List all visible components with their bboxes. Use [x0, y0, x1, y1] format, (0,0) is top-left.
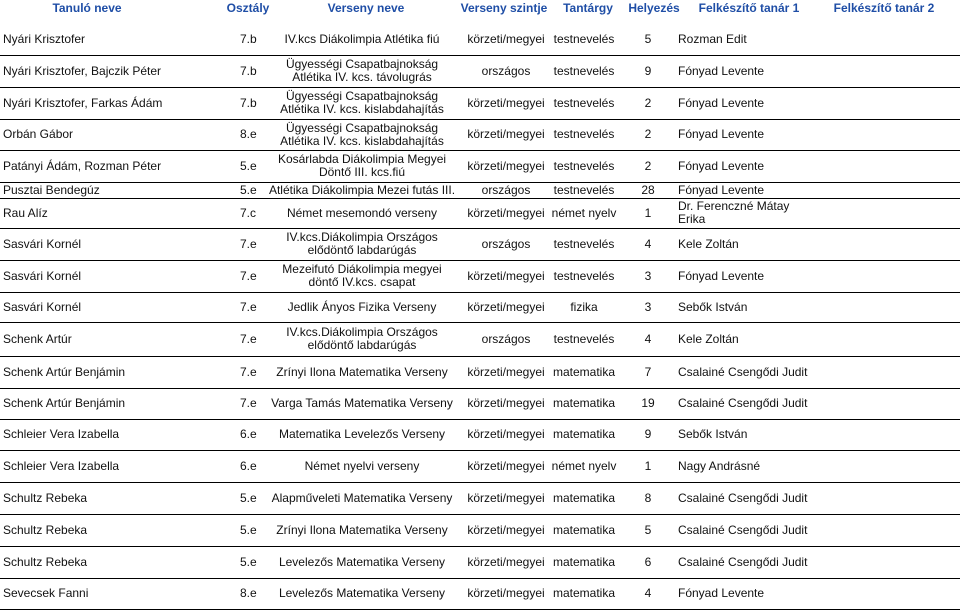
cell-subject: testnevelés	[553, 158, 615, 173]
cell-competition-line: Döntő III. kcs.fiú	[318, 165, 406, 179]
cell-competition-line: elődöntő labdarúgás	[307, 338, 417, 352]
table-row	[0, 119, 960, 151]
cell-placement: 19	[641, 396, 655, 410]
cell-teacher-1	[678, 198, 848, 228]
cell-student-name: Patányi Ádám, Rozman Péter	[3, 158, 162, 173]
cell-level: országos	[481, 236, 531, 251]
cell-student-name: Pusztai Bendegúz	[3, 182, 100, 197]
cell-level: körzeti/megyei	[467, 458, 545, 473]
cell-competition	[262, 198, 462, 228]
table-row	[0, 546, 960, 579]
cell-placement: 8	[644, 490, 652, 505]
table-header	[0, 0, 960, 16]
cell-teacher-1-line: Sebők István	[678, 299, 748, 314]
header-teacher-2: Felkészítő tanár 2	[833, 1, 935, 15]
cell-class: 7.e	[240, 331, 257, 346]
cell-subject: német nyelv	[551, 458, 617, 473]
table-row	[0, 87, 960, 120]
cell-level: körzeti/megyei	[467, 554, 545, 569]
cell-class: 5.e	[240, 554, 257, 569]
cell-competition	[262, 322, 462, 356]
cell-competition-line: IV.kcs.Diákolimpia Országos	[286, 325, 438, 339]
cell-level: országos	[481, 182, 531, 197]
cell-teacher-1-line: Csalainé Csengődi Judit	[678, 396, 808, 410]
cell-teacher-1	[678, 482, 848, 514]
cell-student-name: Orbán Gábor	[3, 127, 74, 141]
cell-level: körzeti/megyei	[467, 127, 545, 141]
cell-competition-line: Atlétika IV. kcs. távolugrás	[292, 70, 432, 84]
cell-placement: 5	[644, 32, 652, 46]
cell-subject: matematika	[552, 490, 616, 505]
cell-student-name: Sasvári Kornél	[3, 299, 82, 314]
cell-competition-line: Jedlik Ányos Fizika Verseny	[287, 299, 437, 314]
header-level: Verseny szintje	[460, 1, 548, 15]
cell-subject: testnevelés	[553, 32, 615, 46]
table-row	[0, 198, 960, 229]
cell-competition	[262, 578, 462, 609]
cell-teacher-1-line: Erika	[678, 212, 706, 226]
cell-student-name: Nyári Krisztofer, Bajczik Péter	[3, 63, 162, 78]
cell-teacher-1-line: Fónyad Levente	[678, 586, 765, 600]
cell-teacher-1	[678, 119, 848, 150]
cell-teacher-1-line: Csalainé Csengődi Judit	[678, 490, 808, 505]
cell-teacher-1	[678, 578, 848, 609]
table-row	[0, 292, 960, 323]
cell-subject: testnevelés	[553, 331, 615, 346]
cell-level: körzeti/megyei	[467, 586, 545, 600]
cell-placement: 1	[644, 205, 652, 220]
cell-subject: testnevelés	[553, 63, 615, 78]
cell-teacher-1-line: Fónyad Levente	[678, 268, 765, 283]
cell-competition	[262, 514, 462, 546]
cell-level: körzeti/megyei	[467, 396, 545, 410]
cell-placement: 7	[644, 364, 652, 379]
cell-student-name: Schultz Rebeka	[3, 522, 88, 537]
table-row	[0, 55, 960, 88]
cell-teacher-1-line: Sebők István	[678, 427, 748, 441]
cell-teacher-1	[678, 150, 848, 182]
cell-level: körzeti/megyei	[467, 490, 545, 505]
table-row	[0, 578, 960, 610]
cell-teacher-1-line: Fónyad Levente	[678, 63, 765, 78]
cell-competition-line: Atlétika IV. kcs. kislabdahajítás	[280, 133, 444, 148]
cell-class: 7.e	[240, 364, 257, 379]
cell-student-name: Sasvári Kornél	[3, 236, 82, 251]
cell-competition-line: Levelezős Matematika Verseny	[278, 554, 446, 569]
cell-student-name: Schenk Artúr Benjámin	[3, 396, 126, 410]
cell-subject: matematika	[552, 364, 616, 379]
cell-student-name: Nyári Krisztofer, Farkas Ádám	[3, 95, 163, 110]
cell-student-name: Schultz Rebeka	[3, 554, 88, 569]
cell-competition	[262, 388, 462, 419]
cell-subject: testnevelés	[553, 236, 615, 251]
cell-teacher-1-line: Csalainé Csengődi Judit	[678, 554, 808, 569]
cell-subject: matematika	[552, 427, 616, 441]
cell-competition-line: Német mesemondó verseny	[286, 205, 438, 220]
cell-class: 7.e	[240, 396, 257, 410]
cell-level: körzeti/megyei	[467, 95, 545, 110]
cell-teacher-1	[678, 55, 848, 87]
cell-placement: 3	[644, 299, 652, 314]
table-row	[0, 322, 960, 357]
cell-student-name: Sasvári Kornél	[3, 268, 82, 283]
cell-teacher-1-line: Fónyad Levente	[678, 95, 765, 110]
cell-teacher-1-line: Fónyad Levente	[678, 182, 765, 197]
cell-competition-line: Zrínyi Ilona Matematika Verseny	[276, 522, 448, 537]
cell-teacher-1-line: Rozman Edit	[678, 32, 747, 46]
cell-teacher-1	[678, 260, 848, 292]
cell-level: körzeti/megyei	[467, 299, 545, 314]
table-row	[0, 150, 960, 183]
cell-placement: 28	[641, 182, 655, 197]
cell-placement: 4	[644, 331, 652, 346]
cell-competition	[262, 482, 462, 514]
cell-class: 7.c	[240, 205, 257, 220]
cell-competition-line: Atlétika IV. kcs. kislabdahajítás	[280, 102, 444, 116]
cell-teacher-1	[678, 87, 848, 119]
cell-teacher-1-line: Fónyad Levente	[678, 158, 765, 173]
cell-class: 6.e	[240, 427, 257, 441]
cell-student-name: Schleier Vera Izabella	[3, 458, 120, 473]
cell-competition-line: Levelezős Matematika Verseny	[278, 586, 446, 600]
cell-class: 6.e	[240, 458, 257, 473]
cell-subject: testnevelés	[553, 182, 615, 197]
cell-teacher-1	[678, 419, 848, 450]
cell-placement: 9	[644, 427, 652, 441]
cell-competition-line: Zrínyi Ilona Matematika Verseny	[276, 364, 448, 379]
cell-placement: 4	[644, 236, 652, 251]
cell-teacher-1	[678, 388, 848, 419]
cell-teacher-1	[678, 292, 848, 322]
cell-competition-line: Ügyességi Csapatbajnokság	[285, 120, 439, 135]
header-class: Osztály	[226, 1, 270, 15]
cell-class: 5.e	[240, 490, 257, 505]
cell-teacher-1-line: Dr. Ferenczné Mátay	[678, 199, 790, 213]
cell-subject: fizika	[570, 299, 598, 314]
cell-competition-line: Alapműveleti Matematika Verseny	[271, 490, 453, 505]
cell-competition	[262, 55, 462, 87]
table-row	[0, 419, 960, 451]
cell-teacher-1-line: Csalainé Csengődi Judit	[678, 364, 808, 379]
header-competition: Verseny neve	[327, 1, 405, 15]
cell-class: 7.b	[240, 95, 257, 110]
cell-level: országos	[481, 63, 531, 78]
cell-teacher-1-line: Kele Zoltán	[678, 236, 739, 251]
cell-subject: matematika	[552, 396, 616, 410]
cell-placement: 1	[644, 458, 652, 473]
cell-class: 7.e	[240, 299, 257, 314]
cell-teacher-1-line: Nagy Andrásné	[678, 458, 761, 473]
cell-competition-line: Varga Tamás Matematika Verseny	[271, 396, 453, 410]
cell-subject: matematika	[552, 522, 616, 537]
cell-competition	[262, 450, 462, 482]
cell-class: 8.e	[240, 586, 257, 600]
header-teacher-1: Felkészítő tanár 1	[698, 1, 800, 15]
cell-teacher-1-line: Csalainé Csengődi Judit	[678, 522, 808, 537]
cell-competition-line: Matematika Levelezős Verseny	[278, 427, 446, 441]
cell-placement: 6	[644, 554, 652, 569]
cell-class: 5.e	[240, 522, 257, 537]
cell-competition	[262, 292, 462, 322]
cell-competition	[262, 356, 462, 388]
cell-teacher-1	[678, 24, 848, 55]
cell-class: 7.e	[240, 236, 257, 251]
table-row	[0, 24, 960, 56]
cell-placement: 2	[644, 95, 652, 110]
cell-placement: 9	[644, 63, 652, 78]
cell-teacher-1	[678, 356, 848, 388]
cell-teacher-1	[678, 182, 848, 198]
table-row	[0, 482, 960, 515]
table-row	[0, 514, 960, 547]
cell-competition-line: IV.kcs.Diákolimpia Országos	[286, 230, 438, 244]
cell-teacher-1	[678, 450, 848, 482]
table-row	[0, 356, 960, 389]
cell-class: 5.e	[240, 158, 257, 173]
cell-class: 7.b	[240, 63, 257, 78]
cell-competition	[262, 228, 462, 260]
cell-competition	[262, 119, 462, 150]
cell-subject: matematika	[552, 554, 616, 569]
cell-competition-line: Ügyességi Csapatbajnokság	[285, 89, 439, 103]
cell-placement: 2	[644, 158, 652, 173]
cell-class: 5.e	[240, 182, 257, 197]
cell-level: körzeti/megyei	[467, 32, 545, 46]
cell-subject: német nyelv	[551, 205, 617, 220]
cell-student-name: Rau Alíz	[3, 205, 48, 220]
cell-competition	[262, 87, 462, 119]
cell-class: 7.b	[240, 32, 257, 46]
header-subject: Tantárgy	[563, 1, 613, 15]
table-row	[0, 182, 960, 199]
table-row	[0, 260, 960, 293]
cell-placement: 3	[644, 268, 652, 283]
cell-competition	[262, 182, 462, 198]
header-placement: Helyezés	[628, 1, 680, 15]
cell-competition	[262, 24, 462, 55]
cell-subject: testnevelés	[553, 268, 615, 283]
cell-student-name: Schleier Vera Izabella	[3, 427, 120, 441]
cell-teacher-1-line: Kele Zoltán	[678, 331, 739, 346]
cell-placement: 5	[644, 522, 652, 537]
cell-placement: 2	[644, 127, 652, 141]
cell-teacher-1	[678, 514, 848, 546]
cell-class: 7.e	[240, 268, 257, 283]
cell-student-name: Schenk Artúr	[3, 331, 72, 346]
cell-placement: 4	[644, 586, 652, 600]
cell-student-name: Nyári Krisztofer	[3, 32, 86, 46]
cell-teacher-1	[678, 228, 848, 260]
cell-subject: matematika	[552, 586, 616, 600]
table-row	[0, 450, 960, 483]
cell-level: körzeti/megyei	[467, 268, 545, 283]
cell-student-name: Schenk Artúr Benjámin	[3, 364, 126, 379]
cell-level: körzeti/megyei	[467, 364, 545, 379]
cell-competition-line: Német nyelvi verseny	[304, 458, 420, 473]
cell-level: körzeti/megyei	[467, 158, 545, 173]
cell-level: országos	[481, 331, 531, 346]
cell-class: 8.e	[240, 127, 257, 141]
header-student-name: Tanuló neve	[52, 1, 122, 15]
cell-teacher-1	[678, 546, 848, 578]
cell-competition-line: Atlétika Diákolimpia Mezei futás III.	[268, 182, 456, 197]
cell-teacher-1-line: Fónyad Levente	[678, 127, 765, 141]
cell-level: körzeti/megyei	[467, 427, 545, 441]
cell-competition-line: Ügyességi Csapatbajnokság	[285, 57, 439, 71]
cell-competition-line: elődöntő labdarúgás	[307, 243, 417, 257]
cell-subject: testnevelés	[553, 95, 615, 110]
cell-competition	[262, 150, 462, 182]
cell-competition	[262, 546, 462, 578]
cell-level: körzeti/megyei	[467, 205, 545, 220]
cell-student-name: Schultz Rebeka	[3, 490, 88, 505]
cell-competition-line: Kosárlabda Diákolimpia Megyei	[277, 152, 447, 166]
cell-competition-line: Mezeifutó Diákolimpia megyei	[282, 262, 442, 276]
cell-competition	[262, 419, 462, 450]
cell-student-name: Sevecsek Fanni	[3, 586, 89, 600]
cell-level: körzeti/megyei	[467, 522, 545, 537]
cell-competition	[262, 260, 462, 292]
table-row	[0, 228, 960, 261]
cell-competition-line: IV.kcs Diákolimpia Atlétika fiú	[284, 32, 440, 46]
cell-teacher-1	[678, 322, 848, 356]
cell-subject: testnevelés	[553, 127, 615, 141]
cell-competition-line: döntő IV.kcs. csapat	[308, 275, 416, 289]
table-row	[0, 388, 960, 420]
